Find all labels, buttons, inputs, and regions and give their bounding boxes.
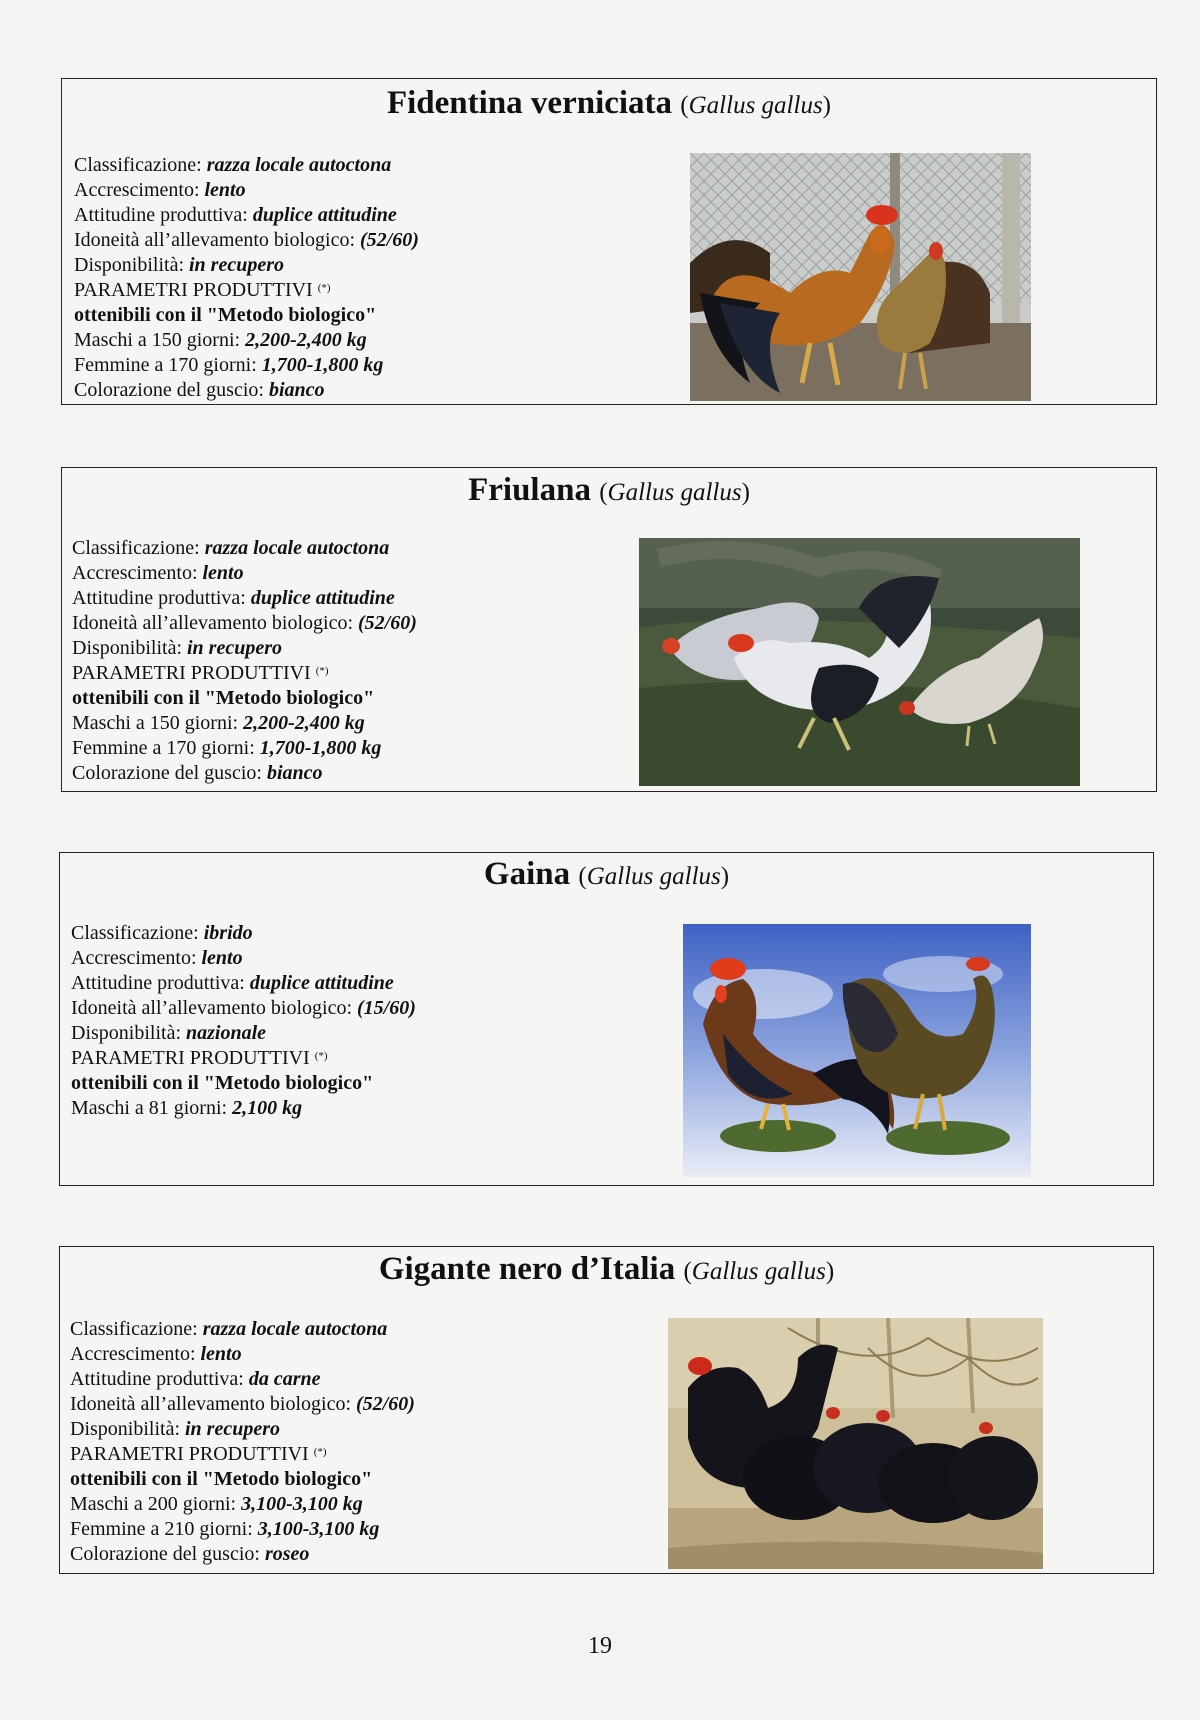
spec-classification: Classificazione: razza locale autoctona [74, 154, 392, 176]
spec-method: ottenibili con il "Metodo biologico" [72, 687, 375, 709]
scientific-name: (Gallus gallus) [680, 92, 831, 119]
scientific-name: (Gallus gallus) [599, 479, 750, 506]
breed-name: Gaina [483, 856, 571, 892]
spec-method: ottenibili con il "Metodo biologico" [74, 304, 377, 326]
scientific-name: (Gallus gallus) [578, 863, 730, 890]
spec-shell-color: Colorazione del guscio: roseo [70, 1543, 310, 1565]
spec-males-weight: Maschi a 150 giorni: 2,200-2,400 kg [74, 329, 367, 351]
spec-classification: Classificazione: razza locale autoctona [70, 1318, 388, 1340]
spec-availability: Disponibilità: in recupero [74, 254, 284, 276]
breed-card-gigante-nero-ditalia [59, 1246, 1154, 1574]
spec-aptitude: Attitudine produttiva: duplice attitudine [72, 587, 395, 609]
spec-aptitude: Attitudine produttiva: duplice attitudine [74, 204, 397, 226]
spec-availability: Disponibilità: in recupero [72, 637, 282, 659]
breed-name: Friulana [468, 472, 591, 508]
spec-males-weight: Maschi a 200 giorni: 3,100-3,100 kg [70, 1493, 363, 1515]
spec-classification: Classificazione: razza locale autoctona [72, 537, 390, 559]
breed-card-friulana [61, 467, 1157, 792]
spec-aptitude: Attitudine produttiva: da carne [70, 1368, 321, 1390]
spec-organic-suitability: Idoneità all’allevamento biologico: (52/60) [70, 1393, 415, 1415]
breed-name: Gigante nero d’Italia [378, 1251, 676, 1287]
breed-title [60, 858, 1153, 891]
spec-parameters-heading: PARAMETRI PRODUTTIVI (*) [70, 1443, 327, 1465]
spec-growth: Accrescimento: lento [72, 562, 244, 584]
spec-males-weight: Maschi a 150 giorni: 2,200-2,400 kg [72, 712, 365, 734]
spec-organic-suitability: Idoneità all’allevamento biologico: (52/60) [72, 612, 417, 634]
spec-availability: Disponibilità: in recupero [70, 1418, 280, 1440]
spec-females-weight: Femmine a 170 giorni: 1,700-1,800 kg [74, 354, 384, 376]
breed-title [60, 1253, 1153, 1286]
breed-card-gaina [59, 852, 1154, 1186]
breed-specs [72, 536, 417, 786]
spec-parameters-heading: PARAMETRI PRODUTTIVI (*) [71, 1047, 328, 1069]
spec-growth: Accrescimento: lento [74, 179, 246, 201]
rooster-and-hen-photo [690, 153, 1031, 401]
breed-specs [71, 921, 416, 1121]
rooster-and-hen-sky-photo [683, 924, 1031, 1177]
breed-card-fidentina-verniciata [61, 78, 1157, 405]
breed-specs [70, 1317, 415, 1567]
spec-classification: Classificazione: ibrido [71, 922, 253, 944]
spec-parameters-heading: PARAMETRI PRODUTTIVI (*) [72, 662, 329, 684]
spec-shell-color: Colorazione del guscio: bianco [72, 762, 323, 784]
breed-specs [74, 153, 419, 403]
spec-aptitude: Attitudine produttiva: duplice attitudine [71, 972, 394, 994]
black-chickens-flock-photo [668, 1318, 1043, 1569]
breed-name: Fidentina verniciata [386, 85, 673, 121]
spec-growth: Accrescimento: lento [71, 947, 243, 969]
spec-shell-color: Colorazione del guscio: bianco [74, 379, 325, 401]
chickens-on-grass-photo [639, 538, 1080, 786]
breed-title [62, 474, 1156, 507]
breed-title [62, 87, 1156, 120]
spec-parameters-heading: PARAMETRI PRODUTTIVI (*) [74, 279, 331, 301]
spec-growth: Accrescimento: lento [70, 1343, 242, 1365]
spec-availability: Disponibilità: nazionale [71, 1022, 267, 1044]
spec-method: ottenibili con il "Metodo biologico" [71, 1072, 374, 1094]
spec-organic-suitability: Idoneità all’allevamento biologico: (15/60) [71, 997, 416, 1019]
spec-organic-suitability: Idoneità all’allevamento biologico: (52/60) [74, 229, 419, 251]
scientific-name: (Gallus gallus) [683, 1258, 835, 1285]
spec-females-weight: Femmine a 210 giorni: 3,100-3,100 kg [70, 1518, 380, 1540]
page-number: 19 [588, 1633, 612, 1659]
spec-females-weight: Femmine a 170 giorni: 1,700-1,800 kg [72, 737, 382, 759]
spec-males-weight: Maschi a 81 giorni: 2,100 kg [71, 1097, 303, 1119]
spec-method: ottenibili con il "Metodo biologico" [70, 1468, 373, 1490]
